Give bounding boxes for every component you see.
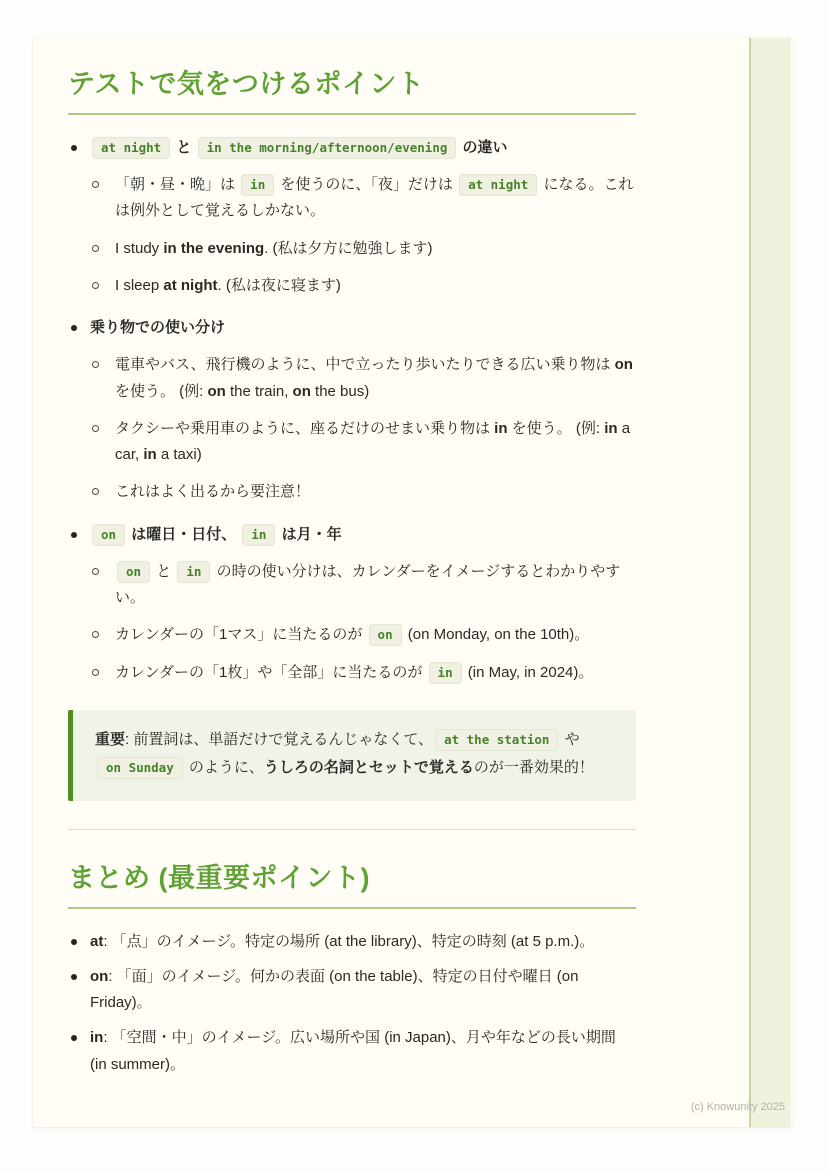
bullet-head: 乗り物での使い分け (90, 319, 226, 336)
sub-list (90, 172, 636, 299)
section-separator (68, 829, 636, 830)
sub-list-item: 電車やバス、飛行機のように、中で立ったり歩いたりできる広い乗り物は on を使う。 (例: on the train, on the bus) (90, 352, 636, 405)
bullet-head: on は曜日・日付、 in は月・年 (90, 526, 342, 543)
page-edge-stripe (749, 38, 791, 1127)
code-chip: on (117, 561, 150, 583)
sub-list-item: カレンダーの「1マス」に当たるのが on (on Monday, on the 10th)。 (90, 622, 636, 648)
sub-list-item: I sleep at night. (私は夜に寝ます) (90, 273, 636, 299)
bullet-head: at night と in the morning/afternoon/evening の違い (90, 139, 508, 156)
code-chip: on (369, 624, 402, 646)
sub-list (90, 559, 636, 686)
list-item (68, 135, 636, 299)
important-callout: 重要: 前置詞は、単語だけで覚えるんじゃなくて、 at the station や on Sunday のように、うしろの名詞とセットで覚えるのが一番効果的！ (68, 710, 636, 801)
code-chip: in the morning/afternoon/evening (198, 137, 457, 159)
copyright-watermark: (c) Knowunity 2025 (690, 1101, 785, 1113)
summary-item: in: 「空間・中」のイメージ。広い場所や国 (in Japan)、月や年などの長い期間 (in summer)。 (68, 1025, 636, 1078)
code-chip: on Sunday (97, 757, 183, 779)
section-title-test-points: テストで気をつけるポイント (68, 68, 636, 115)
document-content (68, 38, 636, 1087)
summary-list (68, 929, 636, 1078)
sub-list-item: 「朝・昼・晩」は in を使うのに、「夜」だけは at night になる。これは例外として覚えるしかない。 (90, 172, 636, 225)
sub-list-item: カレンダーの「1枚」や「全部」に当たるのが in (in May, in 2024)。 (90, 660, 636, 686)
sub-list (90, 352, 636, 505)
code-chip: at night (92, 137, 170, 159)
summary-item: at: 「点」のイメージ。特定の場所 (at the library)、特定の時刻 (at 5 p.m.)。 (68, 929, 636, 955)
summary-item: on: 「面」のイメージ。何かの表面 (on the table)、特定の日付や曜日 (on Friday)。 (68, 964, 636, 1017)
list-item (68, 522, 636, 686)
list-item (68, 315, 636, 506)
code-chip: in (242, 524, 275, 546)
code-chip: in (177, 561, 210, 583)
code-chip: in (241, 174, 274, 196)
code-chip: on (92, 524, 125, 546)
sub-list-item: タクシーや乗用車のように、座るだけのせまい乗り物は in を使う。 (例: in a car, in a taxi) (90, 416, 636, 469)
sub-list-item: on と in の時の使い分けは、カレンダーをイメージするとわかりやすい。 (90, 559, 636, 612)
code-chip: in (429, 662, 462, 684)
sub-list-item: I study in the evening. (私は夕方に勉強します) (90, 236, 636, 262)
test-points-list (68, 135, 636, 686)
code-chip: at night (459, 174, 537, 196)
section-title-summary: まとめ (最重要ポイント) (68, 862, 636, 909)
sub-list-item: これはよく出るから要注意！ (90, 479, 636, 505)
document-page (33, 38, 793, 1127)
code-chip: at the station (435, 729, 558, 751)
